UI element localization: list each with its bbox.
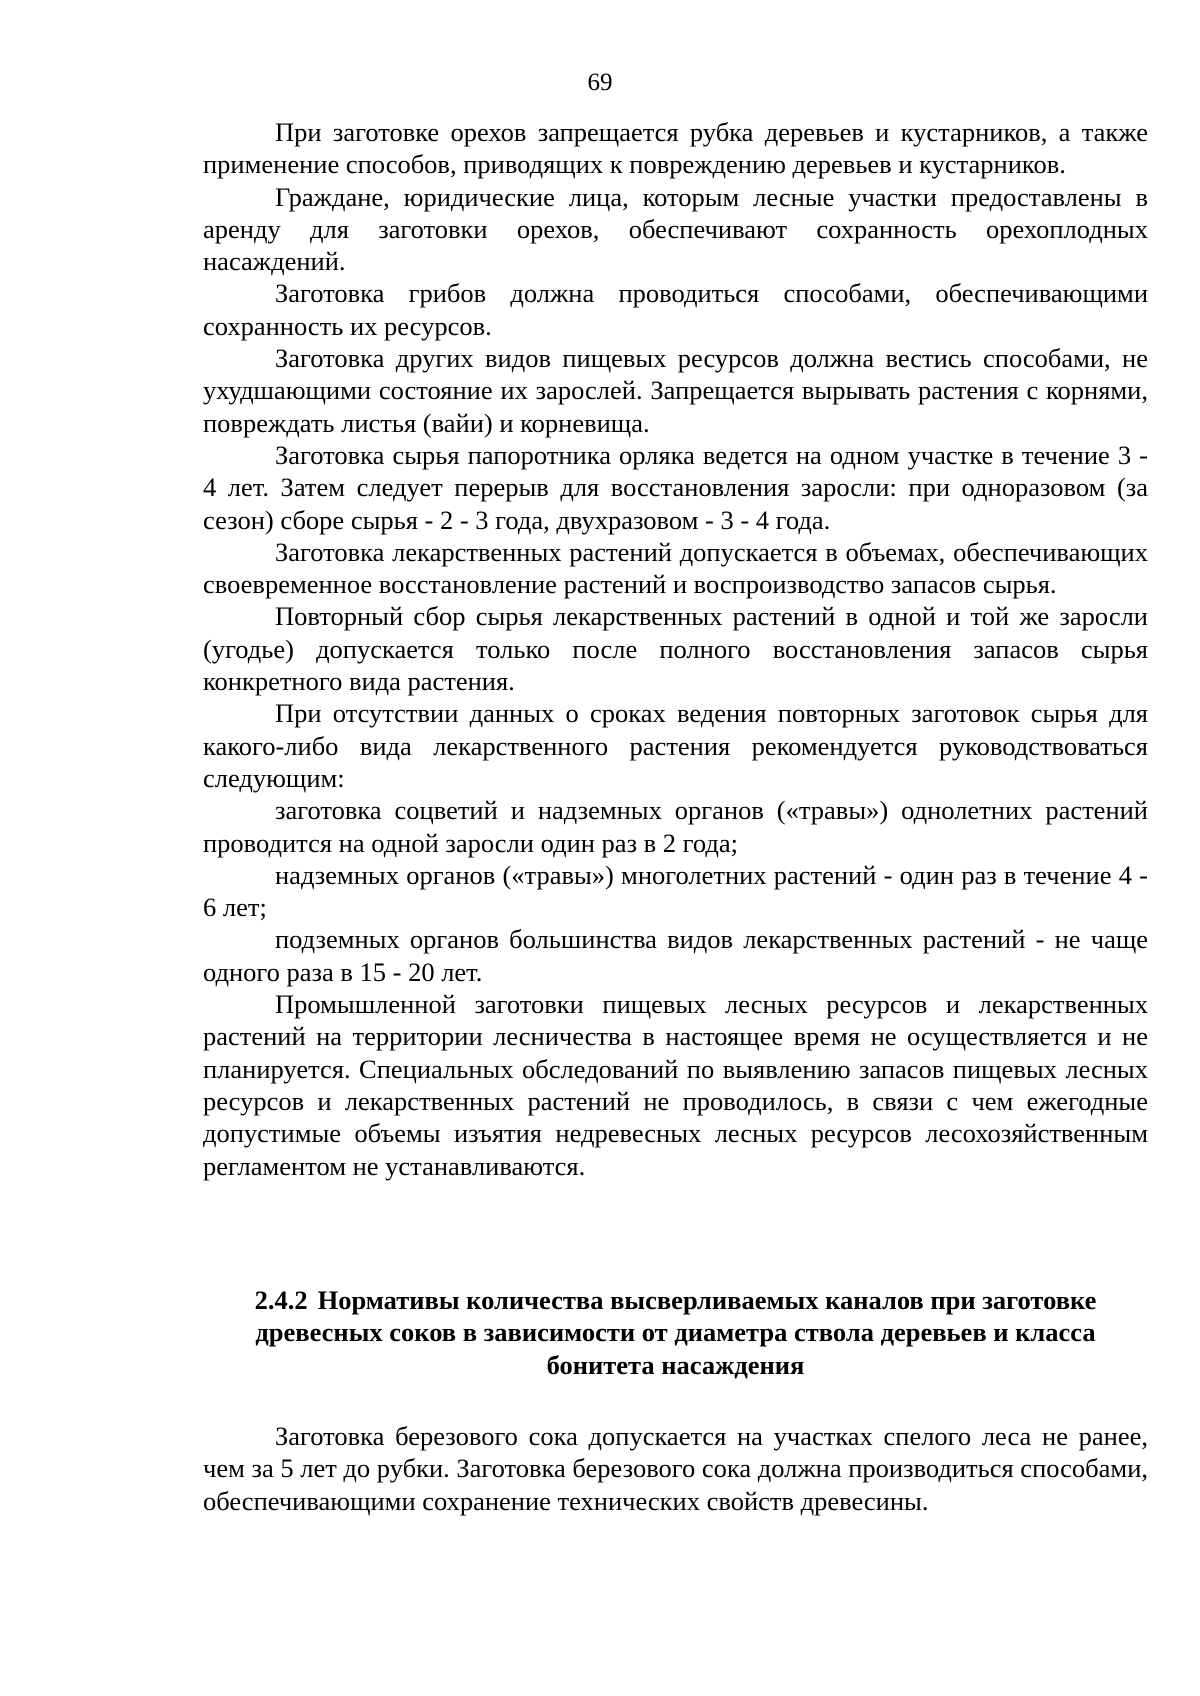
body-text	[203, 116, 1148, 1182]
section-title: Нормативы количества высверливаемых каналов при заготовке древесных соков в зависимости от диаметра ствола деревьев и класса бонитета насаждения	[255, 1285, 1097, 1380]
paragraph: Заготовка грибов должна проводиться способами, обеспечивающими сохранность их ресурсов.	[203, 278, 1148, 341]
section-number: 2.4.2	[254, 1285, 308, 1315]
paragraph: Заготовка лекарственных растений допускается в объемах, обеспечивающих своевременное восстановление растений и воспроизводство запасов сырья.	[203, 536, 1148, 600]
paragraph: заготовка соцветий и надземных органов («травы») однолетних растений проводится на одной заросли один раз в 2 года;	[203, 795, 1148, 858]
paragraph: Заготовка березового сока допускается на участках спелого леса не ранее, чем за 5 лет до рубки. Заготовка березового сока должна производиться способами, обеспечивающими сохранение технических свойств древесины.	[203, 1421, 1148, 1516]
section-body-text	[203, 1420, 1148, 1517]
paragraph: При заготовке орехов запрещается рубка деревьев и кустарников, а также применение способов, приводящих к повреждению деревьев и кустарников.	[203, 117, 1148, 180]
paragraph: надземных органов («травы») многолетних растений - один раз в течение 4 - 6 лет;	[203, 859, 1148, 923]
paragraph: Заготовка сырья папоротника орляка ведется на одном участке в течение 3 - 4 лет. Затем следует перерыв для восстановления заросли: при одноразовом (за сезон) сборе сырья - 2 - 3 года, двухразовом - 3 - 4 года.	[203, 439, 1148, 535]
paragraph: Заготовка других видов пищевых ресурсов должна вестись способами, не ухудшающими состояние их зарослей. Запрещается вырывать растения с корнями, повреждать листья (вайи) и корневища.	[203, 343, 1148, 438]
paragraph: При отсутствии данных о сроках ведения повторных заготовок сырья для какого-либо вида лекарственного растения рекомендуется руководствоваться следующим:	[203, 698, 1148, 793]
paragraph: подземных органов большинства видов лекарственных растений - не чаще одного раза в 15 - 20 лет.	[203, 924, 1148, 987]
section-heading	[203, 1284, 1148, 1381]
page-number: 69	[587, 69, 613, 96]
paragraph: Промышленной заготовки пищевых лесных ресурсов и лекарственных растений на территории лесничества в настоящее время не осуществляется и не планируется. Специальных обследований по выявлению запасов пищевых лесных ресурсов и лекарственных растений не проводилось, в связи с чем ежегодные допустимые объемы изъятия недревесных лесных ресурсов лесохозяйственным регламентом не устанавливаются.	[203, 989, 1148, 1181]
paragraph: Повторный сбор сырья лекарственных растений в одной и той же заросли (угодье) допускается только после полного восстановления запасов сырья конкретного вида растения.	[203, 601, 1148, 697]
paragraph: Граждане, юридические лица, которым лесные участки предоставлены в аренду для заготовки орехов, обеспечивают сохранность орехоплодных насаждений.	[203, 181, 1148, 277]
